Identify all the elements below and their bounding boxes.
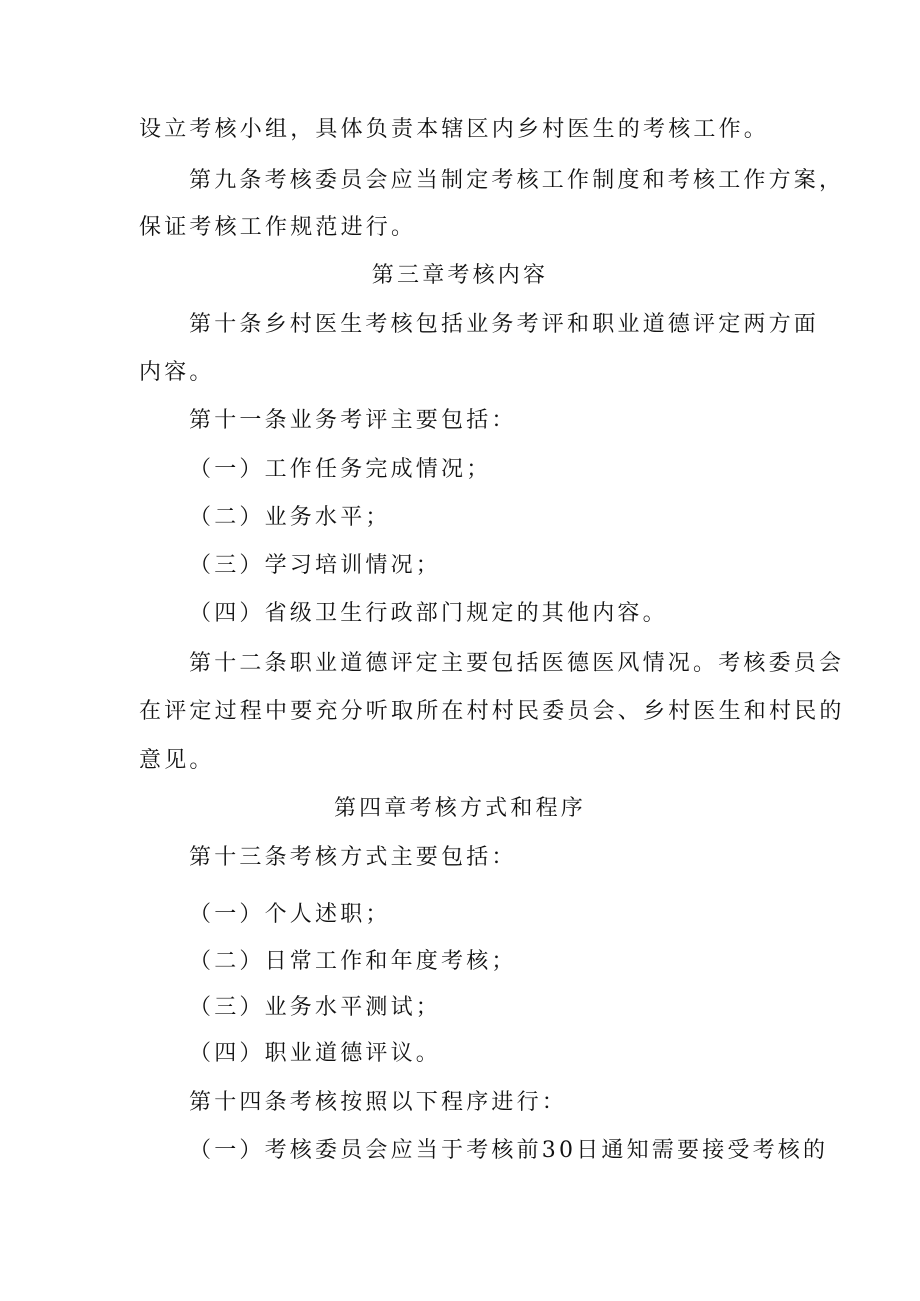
article-12-line: 第十二条职业道德评定主要包括医德医风情况。考核委员会 — [189, 651, 845, 676]
article-11-line: 第十一条业务考评主要包括： — [189, 408, 517, 433]
article-9-line: 第九条考核委员会应当制定考核工作制度和考核工作方案， — [189, 168, 845, 193]
paragraph-line: 内容。 — [139, 360, 215, 385]
chapter-3-heading: 第三章考核内容 — [371, 263, 549, 288]
paragraph-line: 设立考核小组，具体负责本辖区内乡村医生的考核工作。 — [139, 117, 770, 142]
list-item: （一）考核委员会应当于考核前30日通知需要接受考核的 — [189, 1138, 829, 1163]
list-item: （三）业务水平测试； — [189, 995, 442, 1020]
article-14-line: 第十四条考核按照以下程序进行： — [189, 1090, 568, 1115]
list-item: （三）学习培训情况； — [189, 553, 442, 578]
list-item: （四）省级卫生行政部门规定的其他内容。 — [189, 601, 668, 626]
paragraph-line: 保证考核工作规范进行。 — [139, 215, 417, 240]
paragraph-line: 在评定过程中要充分听取所在村村民委员会、乡村医生和村民的 — [139, 699, 845, 724]
paragraph-line: 意见。 — [139, 748, 215, 773]
list-item: （二）日常工作和年度考核； — [189, 949, 517, 974]
list-item: （一）工作任务完成情况； — [189, 457, 492, 482]
list-item: （一）个人述职； — [189, 902, 391, 927]
article-13-line: 第十三条考核方式主要包括： — [189, 845, 517, 870]
article-10-line: 第十条乡村医生考核包括业务考评和职业道德评定两方面 — [189, 312, 820, 337]
list-item: （四）职业道德评议。 — [189, 1041, 442, 1066]
chapter-4-heading: 第四章考核方式和程序 — [333, 796, 586, 821]
list-item: （二）业务水平； — [189, 505, 391, 530]
